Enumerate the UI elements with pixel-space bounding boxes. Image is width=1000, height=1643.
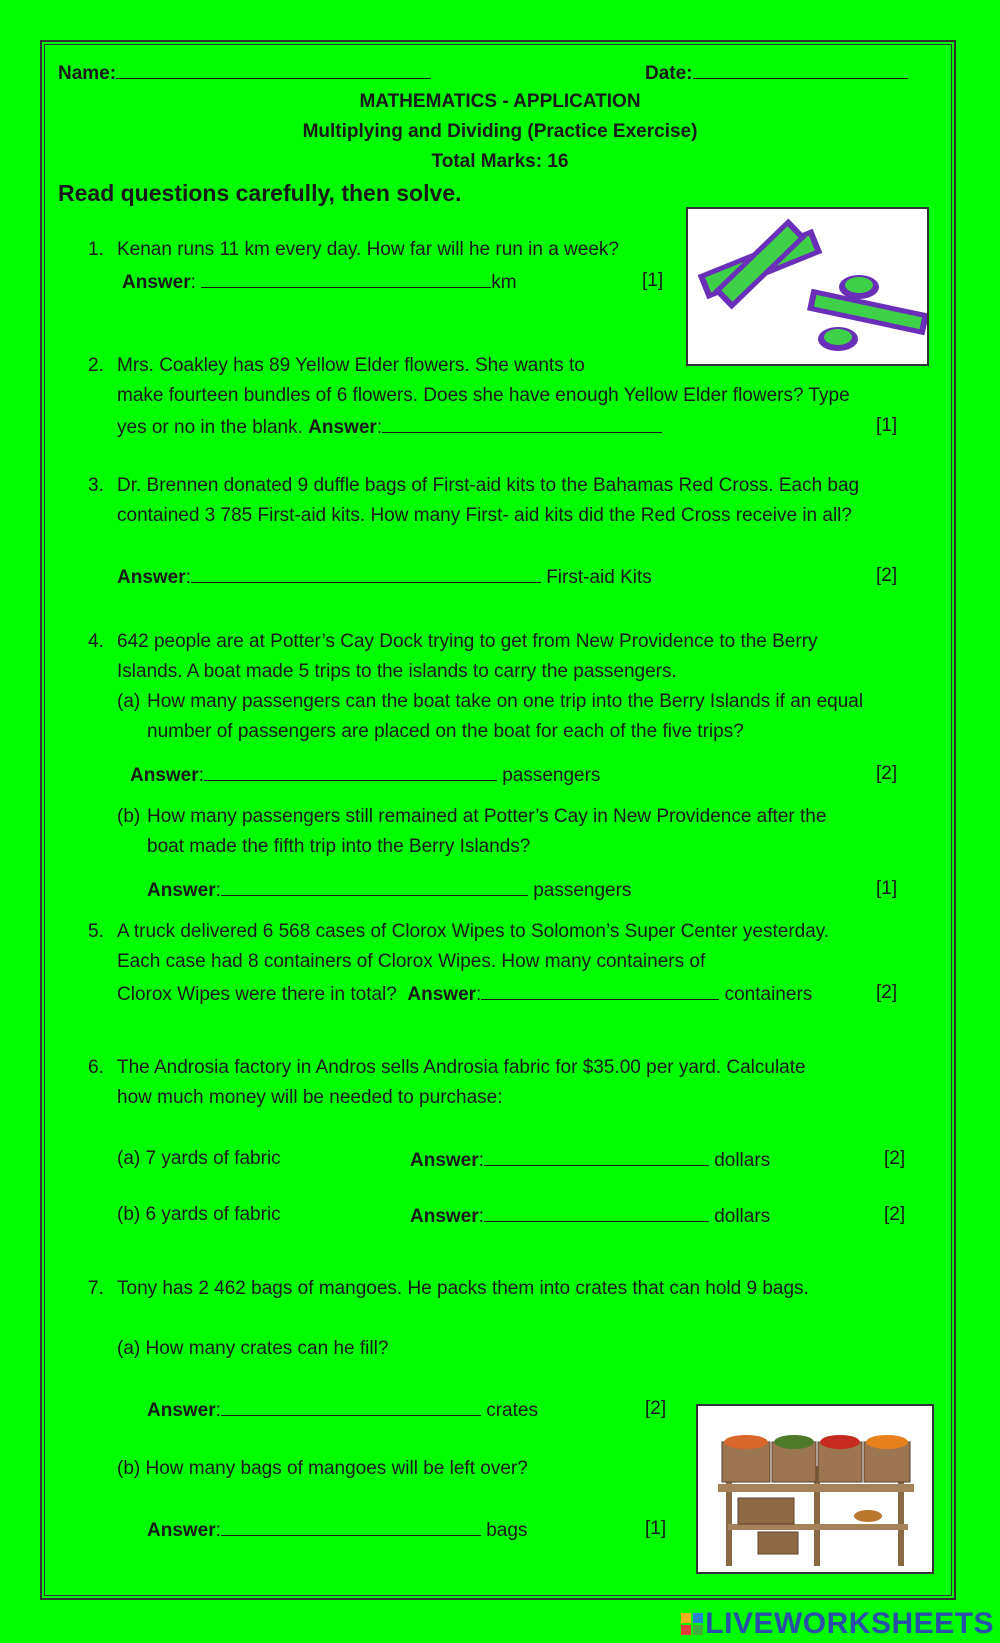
q4b-label: (b) <box>117 806 141 827</box>
q4a-line1: How many passengers can the boat take on one trip into the Berry Islands if an equal <box>147 691 864 712</box>
liveworksheets-brand[interactable] <box>681 1607 994 1641</box>
q6b-mark: [2] <box>884 1204 906 1225</box>
q1-unit: km <box>491 272 517 293</box>
q7b-unit: bags <box>486 1520 528 1541</box>
q1-number: 1. <box>88 239 104 260</box>
q5-answer-input[interactable] <box>481 983 719 1000</box>
multiply-divide-icon <box>688 209 927 364</box>
fruit-stand-icon <box>698 1406 932 1572</box>
q5-line1: A truck delivered 6 568 cases of Clorox Wipes to Solomon’s Super Center yesterday. <box>117 921 830 942</box>
q7a-answer-label: Answer <box>147 1400 216 1421</box>
q3-answer-label: Answer <box>117 567 186 588</box>
q4a-colon: : <box>198 765 204 786</box>
q3-unit: First-aid Kits <box>546 567 652 588</box>
q4b-line2: boat made the fifth trip into the Berry Islands? <box>147 836 531 857</box>
math-symbols-image <box>686 207 929 366</box>
q6a-colon: : <box>478 1150 484 1171</box>
mango-crates-image <box>696 1404 934 1574</box>
q6a-text: (a) 7 yards of fabric <box>117 1148 281 1169</box>
q7-number: 7. <box>88 1278 104 1299</box>
q2-number: 2. <box>88 355 104 376</box>
q4b-answer-label: Answer <box>147 880 216 901</box>
q6-line1: The Androsia factory in Andros sells Androsia fabric for $35.00 per yard. Calculate <box>117 1057 806 1078</box>
q7a-colon: : <box>215 1400 221 1421</box>
q6a-mark: [2] <box>884 1148 906 1169</box>
q3-answer-input[interactable] <box>191 566 541 583</box>
q4a-label: (a) <box>117 691 141 712</box>
q2-answer-label: Answer <box>308 417 377 438</box>
q5-line2: Each case had 8 containers of Clorox Wipes. How many containers of <box>117 951 706 972</box>
q5-answer-label: Answer <box>407 984 477 1005</box>
q4-line1: 642 people are at Potter’s Cay Dock trying to get from New Providence to the Berry <box>117 631 818 652</box>
q1-mark: [1] <box>642 270 664 291</box>
q7b-mark: [1] <box>645 1518 667 1539</box>
liveworksheets-logo-icon <box>681 1613 703 1635</box>
q1-answer-row <box>122 271 517 292</box>
q1-colon: : <box>190 272 196 293</box>
q4b-answer-input[interactable] <box>221 879 528 896</box>
q4-number: 4. <box>88 631 104 652</box>
q2-line1: Mrs. Coakley has 89 Yellow Elder flowers. She wants to <box>117 355 585 376</box>
date-label: Date: <box>645 63 693 84</box>
q4a-answer-input[interactable] <box>204 764 497 781</box>
q3-colon: : <box>185 567 191 588</box>
topic-title: Multiplying and Dividing (Practice Exercise) <box>302 121 698 142</box>
q7a-answer-row <box>147 1399 538 1420</box>
q7a-mark: [2] <box>645 1398 667 1419</box>
q6b-text: (b) 6 yards of fabric <box>117 1204 281 1225</box>
date-blank[interactable] <box>693 62 908 79</box>
q6b-colon: : <box>478 1206 484 1227</box>
q3-line1: Dr. Brennen donated 9 duffle bags of First-aid kits to the Bahamas Red Cross. Each bag <box>117 475 860 496</box>
q2-line3: yes or no in the blank. <box>117 417 303 438</box>
q3-mark: [2] <box>876 565 898 586</box>
q5-mark: [2] <box>876 982 898 1003</box>
name-field <box>58 62 431 83</box>
q2-answer-input[interactable] <box>382 416 662 433</box>
q7b-answer-label: Answer <box>147 1520 216 1541</box>
q3-line2: contained 3 785 First-aid kits. How many First- aid kits did the Red Cross receive in all? <box>117 505 852 526</box>
q6-number: 6. <box>88 1057 104 1078</box>
q6b-answer-input[interactable] <box>484 1205 709 1222</box>
q7b-text: (b) How many bags of mangoes will be left over? <box>117 1458 528 1479</box>
q7b-colon: : <box>215 1520 221 1541</box>
q1-answer-label: Answer <box>122 272 191 293</box>
q6-line2: how much money will be needed to purchase: <box>117 1087 503 1108</box>
q4a-answer-label: Answer <box>130 765 199 786</box>
q5-line3: Clorox Wipes were there in total? <box>117 984 397 1005</box>
q1-answer-input[interactable] <box>201 271 491 288</box>
q6a-answer-input[interactable] <box>484 1149 709 1166</box>
q3-answer-row <box>117 566 652 587</box>
q7b-answer-input[interactable] <box>221 1519 481 1536</box>
q6a-unit: dollars <box>714 1150 771 1171</box>
q7a-answer-input[interactable] <box>221 1399 481 1416</box>
subject-title: MATHEMATICS - APPLICATION <box>359 91 641 112</box>
q7a-text: (a) How many crates can he fill? <box>117 1338 389 1359</box>
q4b-unit: passengers <box>533 880 632 901</box>
q4a-answer-row <box>130 764 600 785</box>
q6b-answer-label: Answer <box>410 1206 479 1227</box>
q5-colon: : <box>476 984 482 1005</box>
q5-unit: containers <box>724 984 813 1005</box>
q7-line1: Tony has 2 462 bags of mangoes. He packs them into crates that can hold 9 bags. <box>117 1278 809 1299</box>
q4b-colon: : <box>215 880 221 901</box>
q4b-line1: How many passengers still remained at Potter’s Cay in New Providence after the <box>147 806 827 827</box>
q7a-unit: crates <box>486 1400 538 1421</box>
q2-line2: make fourteen bundles of 6 flowers. Does she have enough Yellow Elder flowers? Type <box>117 385 850 406</box>
q1-text: Kenan runs 11 km every day. How far will he run in a week? <box>117 239 619 260</box>
q2-answer-row <box>117 416 662 437</box>
name-blank[interactable] <box>116 62 431 79</box>
q4a-line2: number of passengers are placed on the boat for each of the five trips? <box>147 721 744 742</box>
q6a-answer-row <box>410 1149 770 1170</box>
name-label: Name: <box>58 63 117 84</box>
instruction: Read questions carefully, then solve. <box>58 180 462 206</box>
q6b-unit: dollars <box>714 1206 771 1227</box>
q4a-mark: [2] <box>876 763 898 784</box>
q2-colon: : <box>376 417 383 438</box>
q4b-answer-row <box>147 879 631 900</box>
date-field <box>645 62 908 83</box>
q2-mark: [1] <box>876 415 898 436</box>
q7b-answer-row <box>147 1519 527 1540</box>
q6a-answer-label: Answer <box>410 1150 479 1171</box>
q4a-unit: passengers <box>502 765 601 786</box>
q4b-mark: [1] <box>876 878 898 899</box>
q4-line2: Islands. A boat made 5 trips to the islands to carry the passengers. <box>117 661 677 682</box>
q5-number: 5. <box>88 921 104 942</box>
q3-number: 3. <box>88 475 104 496</box>
q6b-answer-row <box>410 1205 770 1226</box>
liveworksheets-text: LIVEWORKSHEETS <box>705 1607 994 1640</box>
total-marks: Total Marks: 16 <box>431 151 569 172</box>
q5-answer-row <box>117 983 812 1004</box>
